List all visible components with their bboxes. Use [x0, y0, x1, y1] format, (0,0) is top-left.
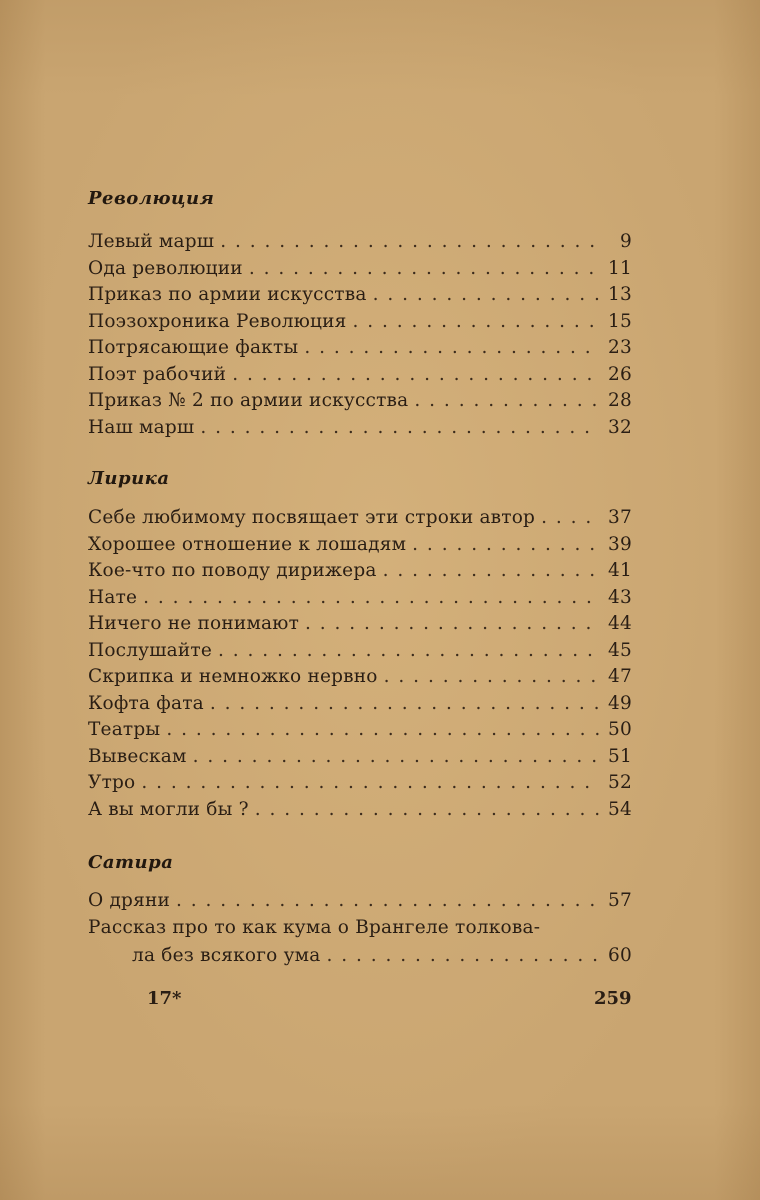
- entry-title: Театры: [88, 719, 161, 740]
- entry-page: 52: [608, 772, 632, 793]
- entry-title: Кое-что по поводу дирижера: [88, 560, 377, 581]
- entry-title: Вывескам: [88, 745, 187, 767]
- toc-list-satire: [88, 888, 632, 971]
- entry-page: 44: [608, 613, 632, 634]
- entry-page: 9: [620, 231, 632, 252]
- entry-title: Приказ по армии искусства: [88, 284, 367, 305]
- toc-list-lyrics: [88, 505, 632, 823]
- toc-entry: [88, 717, 632, 744]
- entry-page: 50: [608, 719, 632, 740]
- toc-entry: [88, 415, 632, 442]
- toc-entry: [88, 335, 632, 362]
- toc-entry: [88, 585, 632, 612]
- leader-dots: [232, 362, 600, 389]
- entry-title: Поэт рабочий: [88, 363, 227, 385]
- toc-entry: [88, 256, 632, 283]
- leader-dots: [193, 744, 600, 771]
- toc-entry: [88, 309, 632, 336]
- entry-title: Потрясающие факты: [88, 337, 299, 358]
- entry-page: 60: [608, 945, 632, 966]
- leader-dots: [255, 797, 600, 824]
- entry-title: О дряни: [88, 890, 171, 911]
- entry-title: Кофта фата: [88, 692, 204, 714]
- toc-entry: [88, 770, 632, 797]
- toc-entry: [88, 558, 632, 585]
- entry-page: 11: [608, 257, 632, 279]
- leader-dots: [541, 505, 600, 532]
- entry-page: 51: [608, 745, 632, 767]
- leader-dots: [384, 664, 600, 691]
- toc-entry: [88, 888, 632, 915]
- entry-title: Левый марш: [88, 231, 215, 252]
- toc-entry: [88, 229, 632, 256]
- toc-list-revolution: [88, 229, 632, 441]
- page-number: 259: [594, 988, 632, 1009]
- entry-page: 13: [608, 284, 632, 305]
- toc-entry: [88, 638, 632, 665]
- toc-entry: [88, 282, 632, 309]
- entry-page: 32: [608, 416, 632, 438]
- entry-title: Скрипка и немножко нервно: [88, 666, 378, 687]
- entry-page: 26: [608, 363, 632, 385]
- toc-entry: [88, 611, 632, 638]
- leader-dots: [414, 388, 600, 415]
- leader-dots: [220, 229, 600, 256]
- entry-title: Нате: [88, 586, 138, 608]
- section-title-lyrics: Лирика: [88, 468, 170, 489]
- entry-title-line1: Рассказ про то как кума о Врангеле толкова-: [88, 916, 541, 938]
- entry-title: Себе любимому посвящает эти строки автор: [88, 507, 536, 528]
- toc-entry: [88, 691, 632, 718]
- entry-title: Хорошее отношение к лошадям: [88, 533, 407, 555]
- leader-dots: [176, 888, 600, 915]
- leader-dots: [249, 256, 600, 283]
- entry-page: 39: [608, 533, 632, 555]
- toc-entry: [88, 388, 632, 415]
- section-title-revolution: Революция: [88, 188, 215, 209]
- section-title-satire: Сатира: [88, 852, 174, 873]
- toc-entry: [88, 744, 632, 771]
- entry-page: 43: [608, 586, 632, 608]
- toc-entry: [88, 505, 632, 532]
- toc-entry: [88, 797, 632, 824]
- leader-dots: [326, 941, 600, 971]
- entry-title: Поэзохроника Революция: [88, 310, 347, 332]
- leader-dots: [143, 585, 600, 612]
- leader-dots: [210, 691, 600, 718]
- entry-page: 45: [608, 639, 632, 661]
- entry-page: 47: [608, 666, 632, 687]
- toc-entry: [88, 915, 632, 972]
- entry-page: 41: [608, 560, 632, 581]
- leader-dots: [218, 638, 600, 665]
- toc-entry: [88, 532, 632, 559]
- entry-title: Ода революции: [88, 257, 243, 279]
- entry-title: Утро: [88, 772, 136, 793]
- entry-title: Послушайте: [88, 639, 213, 661]
- leader-dots: [305, 611, 600, 638]
- leader-dots: [166, 717, 600, 744]
- leader-dots: [200, 415, 600, 442]
- entry-page: 49: [608, 692, 632, 714]
- entry-title: Ничего не понимают: [88, 613, 300, 634]
- leader-dots: [383, 558, 600, 585]
- leader-dots: [304, 335, 600, 362]
- leader-dots: [141, 770, 600, 797]
- entry-page: 23: [608, 337, 632, 358]
- entry-page: 37: [608, 507, 632, 528]
- leader-dots: [412, 532, 600, 559]
- entry-title-line2-row: [88, 941, 632, 971]
- toc-entry: [88, 664, 632, 691]
- entry-page: 15: [608, 310, 632, 332]
- leader-dots: [353, 309, 600, 336]
- toc-entry: [88, 362, 632, 389]
- entry-page: 28: [608, 390, 632, 411]
- entry-title: Наш марш: [88, 416, 195, 438]
- leader-dots: [373, 282, 600, 309]
- entry-page: 54: [608, 798, 632, 820]
- entry-title: А вы могли бы ?: [88, 798, 249, 820]
- entry-page: 57: [608, 890, 632, 911]
- entry-title-line2: ла без всякого ума: [132, 945, 321, 966]
- entry-title: Приказ № 2 по армии искусства: [88, 390, 409, 411]
- signature-mark: 17*: [147, 988, 182, 1009]
